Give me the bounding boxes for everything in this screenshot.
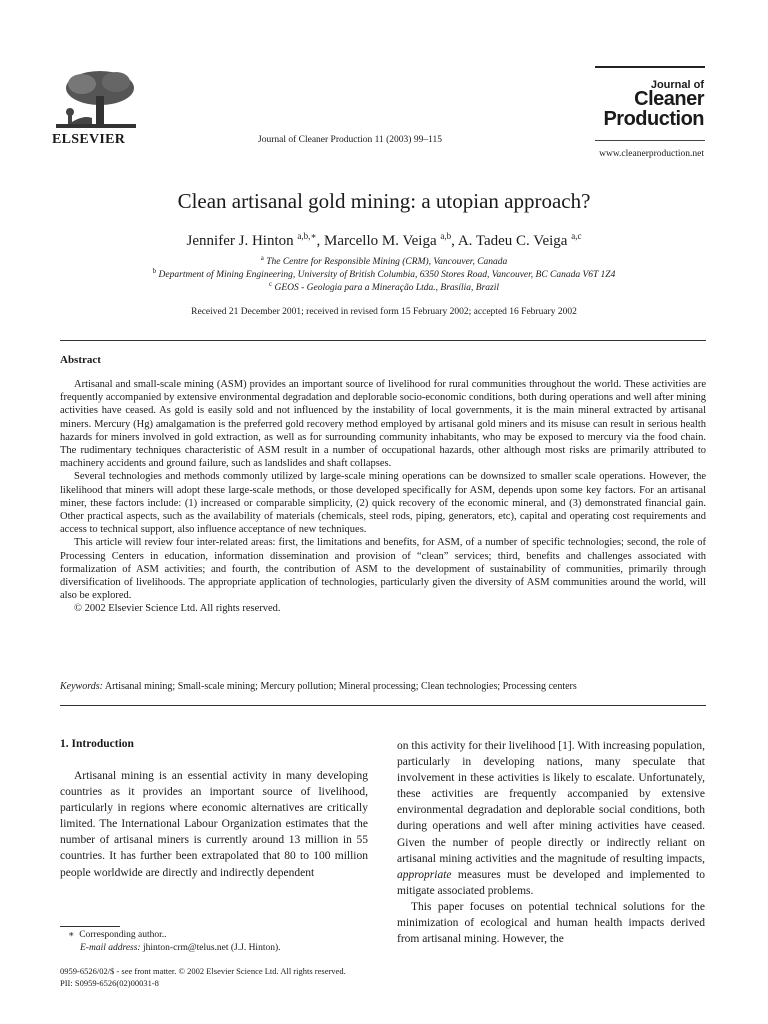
author-affiliation-mark: a,c (571, 231, 582, 241)
body-paragraph (397, 738, 705, 899)
journal-logo-line3: Production (603, 108, 704, 130)
affiliation-b (0, 267, 768, 280)
keywords-label: Keywords: (60, 681, 103, 692)
section-heading: 1. Introduction (60, 738, 134, 750)
journal-url[interactable]: www.cleanerproduction.net (599, 149, 704, 159)
footnote-corresponding: Corresponding author.. (79, 930, 167, 940)
affiliation-text: GEOS - Geologia para a Mineração Ltda., Brasília, Brazil (274, 283, 500, 294)
received-dates: Received 21 December 2001; received in revised form 15 February 2002; accepted 16 February 2002 (191, 307, 577, 317)
abstract-bottom-rule (60, 705, 706, 706)
footnote-rule (60, 926, 120, 927)
body-emphasis: appropriate (397, 868, 452, 881)
abstract-top-rule (60, 340, 706, 341)
footnote-mark: ∗ (68, 930, 75, 940)
journal-logo-bottom-rule (595, 140, 705, 141)
body-paragraph: Artisanal mining is an essential activity in many developing countries as it provides an important source of livelihood, particularly in regions where economic alternatives are critically limited. The International Labour Organization estimates that the number of artisanal miners is currently around 13 million in 55 countries. It has further been extrapolated that 80 to 100 million people worldwide are directly and indirectly dependent (60, 770, 368, 879)
abstract-copyright: © 2002 Elsevier Science Ltd. All rights reserved. (74, 603, 281, 615)
abstract-body (60, 378, 706, 616)
author-affiliation-mark: a,b,∗ (297, 231, 317, 241)
affiliation-mark: b (152, 267, 157, 275)
page-footer (60, 966, 560, 989)
footer-issn: 0959-6526/02/$ - see front matter. © 2002 Elsevier Science Ltd. All rights reserved. (60, 966, 346, 976)
left-column (60, 768, 368, 881)
article-title: Clean artisanal gold mining: a utopian approach? (177, 189, 591, 213)
affiliation-mark: a (260, 254, 264, 262)
author-list: Jennifer J. Hinton $^{a,b,∗}$, Marcello M. Veiga $^{a,b}$, A. Tadeu C. Veiga $^{a,c}$ (186, 231, 582, 249)
body-text: on this activity for their livelihood [1]. With increasing population, particularly in developing nations, many speculate that involvement in these activities is likely to escalate. Unfortunately, these activities are frequently accompanied by extensive environmental degradation and deplorable social conditions, both during operations and well after mining activities have ceased. Given the number of people directly or indirectly reliant on artisanal mining activities and the magnitude of resulting impacts, (397, 740, 705, 865)
journal-citation: Journal of Cleaner Production 11 (2003) 99–115 (258, 135, 442, 145)
email-address[interactable]: jhinton-crm@telus.net (J.J. Hinton). (142, 943, 281, 953)
journal-logo-top-rule (595, 66, 705, 68)
affiliation-text: Department of Mining Engineering, University of British Columbia, 6350 Stores Road, Vancouver, BC Canada V6T 1Z4 (158, 270, 616, 281)
footer-pii: PII: S0959-6526(02)00031-8 (60, 977, 159, 988)
body-text: measures must be developed and implemented to mitigate associated problems. (397, 868, 705, 897)
journal-logo-line1: Journal of (650, 79, 704, 91)
abstract-heading: Abstract (60, 354, 101, 366)
author-name: Jennifer J. Hinton (186, 233, 294, 249)
keywords-line (60, 681, 706, 692)
tree-icon (52, 68, 140, 132)
abstract-paragraph: Artisanal and small-scale mining (ASM) provides an important source of livelihood for rural communities throughout the world. These activities are frequently accompanied by extensive environmental degradation and deplorable socio-economic conditions, both during operations and well after mining activities have ceased. As gold is easily sold and not influenced by the instability of local governments, it is the main mineral extracted by artisanal miners. Mercury (Hg) amalgamation is the preferred gold recovery method employed by artisanal gold miners and its misuse can result in serious health hazards for miners involved in gold extraction, as well as for surrounding community inhabitants, who may be exposed to mercury via the food chain. The rudimentary techniques characteristic of ASM result in a number of occupational hazards, other although most risks are primarily attributed to machinery accidents and ground failure, such as landslides and shaft collapses. (60, 379, 706, 470)
affiliation-text: The Centre for Responsible Mining (CRM), Vancouver, Canada (266, 257, 508, 268)
footnote (68, 929, 368, 955)
abstract-paragraph: This article will review four inter-related areas: first, the limitations and benefits, for ASM, of a number of specific technologies; second, the role of Processing Centers in education, information dissemination and provision of “clean” services; third, benefits and challenges associated with formalization of ASM activities; and fourth, the contribution of ASM to the development of sustainability of communities, primarily through diversification of livelihoods. The appropriate application of technologies, particularly given the diversity of ASM communities around the world, will also be explored. (60, 537, 706, 602)
email-label: E-mail address: (80, 943, 141, 953)
affiliation-a (0, 254, 768, 267)
affiliation-mark: c (268, 280, 273, 288)
author-name: A. Tadeu C. Veiga (457, 233, 568, 249)
author-name: Marcello M. Veiga (324, 233, 437, 249)
author-affiliation-mark: a,b (440, 231, 452, 241)
right-column (397, 738, 705, 947)
affiliation-c (0, 280, 768, 293)
abstract-paragraph: Several technologies and methods commonly utilized by large-scale mining operations can be downsized to smaller scale operations. However, the likelihood that miners will adopt these large-scale methods, or those developed specifically for ASM, depends upon some key factors. For an artisanal miner, these factors include: (1) increased or comparable simplicity, (2) quick recovery of the economic mineral, and (3) demonstrated financial gain. Other practical aspects, such as the availability of materials (chemicals, steel rods, piping, generators, etc), capital and operating cost requirements and access to technical support, also influence acceptance of new techniques. (60, 471, 706, 536)
journal-logo-line2: Cleaner (634, 88, 704, 110)
keywords-text: Artisanal mining; Small-scale mining; Mercury pollution; Mineral processing; Clean technologies; Processing centers (104, 681, 577, 692)
publisher-name: ELSEVIER (52, 132, 126, 147)
body-paragraph: This paper focuses on potential technical solutions for the minimization of ecological and human health impacts derived from artisanal mining. However, the (397, 900, 705, 946)
